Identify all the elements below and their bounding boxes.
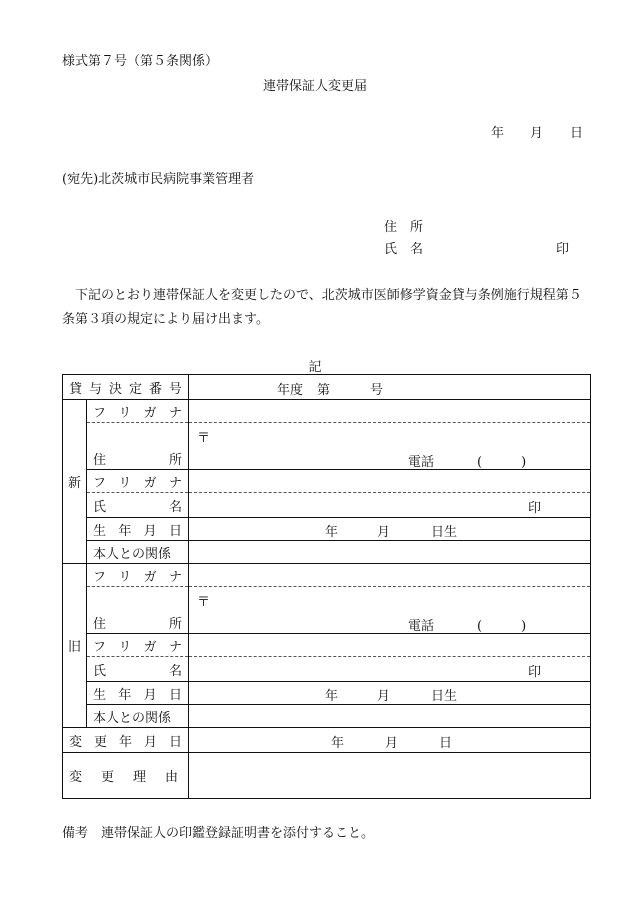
row-new-birth	[63, 518, 591, 541]
phone-label: 電話	[408, 455, 435, 470]
row-change-reason	[63, 753, 591, 799]
seal: 印	[528, 501, 542, 516]
change-form-table	[62, 374, 591, 799]
date-year: 年	[491, 126, 505, 141]
date-day: 日	[570, 126, 584, 141]
old-birth-label: 生 年 月 日	[87, 682, 189, 705]
old-furigana-name-label: フ リ ガ ナ	[87, 634, 189, 657]
row-old-furigana-address	[63, 564, 591, 587]
body-text: 下記のとおり連帯保証人を変更したので、北茨城市医師修学資金貸与条例施行規程第５条第３項の規定により届け出ます。	[62, 288, 582, 327]
old-name-label: 氏 名	[87, 657, 189, 682]
row-old-furigana-name	[63, 634, 591, 657]
new-relation-label: 本人との関係	[87, 541, 189, 564]
phone-paren: ( )	[477, 619, 527, 634]
new-address-label: 住 所	[87, 423, 189, 470]
seal: 印	[528, 665, 542, 680]
old-birth-field[interactable]: 年 月 日生	[189, 682, 591, 705]
new-name-field[interactable]	[189, 493, 591, 518]
old-relation-field[interactable]	[189, 705, 591, 728]
phone-paren: ( )	[477, 455, 527, 470]
row-old-address	[63, 587, 591, 634]
old-relation-label: 本人との関係	[87, 705, 189, 728]
new-relation-field[interactable]	[189, 541, 591, 564]
row-change-date	[63, 728, 591, 753]
remarks-note: 備考 連帯保証人の印鑑登録証明書を添付すること。	[62, 826, 375, 841]
form-number: 様式第７号（第５条関係）	[62, 54, 219, 69]
row-new-relation	[63, 541, 591, 564]
old-address-field[interactable]	[189, 587, 591, 634]
loan-number-label	[63, 375, 189, 400]
loan-number-value[interactable]: 年度 第 号	[189, 375, 591, 400]
change-reason-field[interactable]	[189, 753, 591, 799]
addressee: (宛先)北茨城市民病院事業管理者	[62, 172, 255, 187]
ki-heading: 記	[308, 360, 322, 375]
row-old-name	[63, 657, 591, 682]
change-date-label: 変 更 年 月 日	[63, 728, 189, 753]
new-furigana-label: フ リ ガ ナ	[87, 400, 189, 423]
applicant-name-label: 氏 名	[384, 242, 424, 257]
new-furigana-name-label: フ リ ガ ナ	[87, 470, 189, 493]
row-old-relation	[63, 705, 591, 728]
change-date-field[interactable]: 年 月 日	[189, 728, 591, 753]
old-furigana-label: フ リ ガ ナ	[87, 564, 189, 587]
postal-mark: 〒	[197, 595, 211, 610]
new-birth-field[interactable]: 年 月 日生	[189, 518, 591, 541]
postal-mark: 〒	[197, 431, 211, 446]
row-new-name	[63, 493, 591, 518]
row-new-furigana-name	[63, 470, 591, 493]
old-name-furigana-field[interactable]	[189, 634, 591, 657]
new-label: 新	[63, 400, 87, 564]
applicant-address-label: 住 所	[384, 220, 424, 235]
row-new-address	[63, 423, 591, 470]
phone-label: 電話	[408, 619, 435, 634]
new-name-label: 氏 名	[87, 493, 189, 518]
row-new-furigana-address	[63, 400, 591, 423]
date-month: 月	[530, 126, 544, 141]
change-reason-label: 変 更 理 由	[63, 753, 189, 799]
old-label: 旧	[63, 564, 87, 728]
applicant-seal: 印	[556, 242, 570, 257]
old-name-field[interactable]	[189, 657, 591, 682]
new-address-furigana-field[interactable]	[189, 400, 591, 423]
old-address-label: 住 所	[87, 587, 189, 634]
new-birth-label: 生 年 月 日	[87, 518, 189, 541]
row-old-birth	[63, 682, 591, 705]
old-address-furigana-field[interactable]	[189, 564, 591, 587]
loan-number-label-text: 貸 与 決 定 番 号	[69, 381, 182, 397]
document-title: 連帯保証人変更届	[262, 79, 367, 94]
row-loan-number	[63, 375, 591, 400]
new-address-field[interactable]	[189, 423, 591, 470]
new-name-furigana-field[interactable]	[189, 470, 591, 493]
